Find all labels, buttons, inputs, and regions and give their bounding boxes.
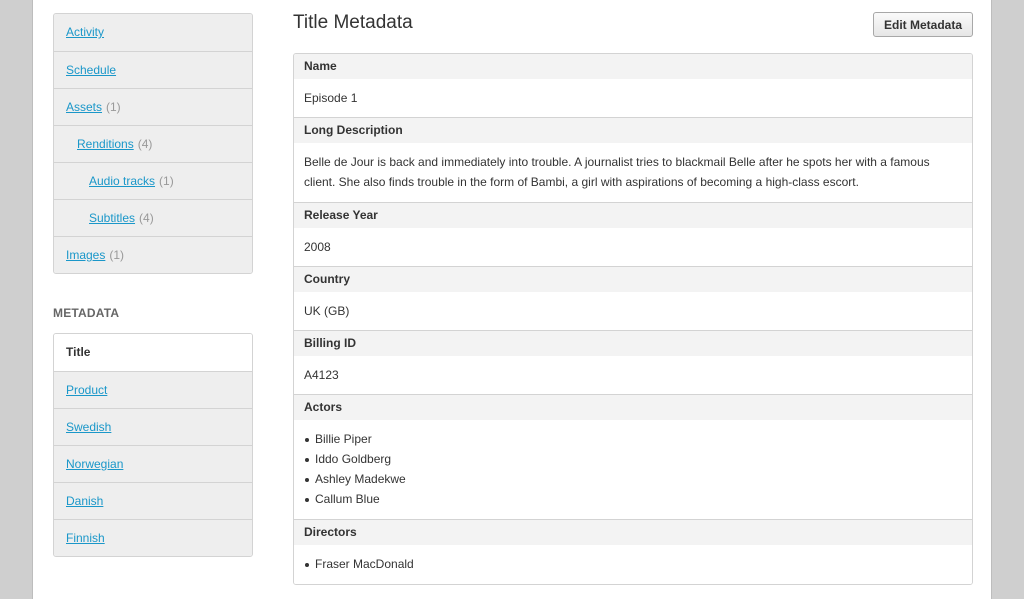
actor-item: Iddo Goldberg: [304, 449, 962, 469]
field-value-long-description: Belle de Jour is back and immediately into trouble. A journalist tries to blackmail Belle after he spots her with a famous client. She also finds trouble in the form of Bambi, a girl with aspirations of becoming a high-class escort.: [294, 143, 972, 203]
field-label-directors: Directors: [294, 520, 972, 545]
field-value-billing-id: A4123: [294, 356, 972, 395]
nav-link-audio-tracks[interactable]: Audio tracks: [89, 174, 156, 188]
metadata-nav: [53, 333, 253, 557]
field-label-long-description: Long Description: [294, 118, 972, 143]
images-count: (1): [109, 248, 125, 262]
renditions-count: (4): [137, 137, 153, 151]
field-label-actors: Actors: [294, 395, 972, 420]
nav-item-audio-tracks[interactable]: [54, 162, 252, 199]
metadata-link-finnish[interactable]: Finnish: [66, 531, 105, 545]
nav-item-images[interactable]: [54, 236, 252, 273]
actors-list: [304, 429, 962, 509]
actor-item: Ashley Madekwe: [304, 469, 962, 489]
page-container: [32, 0, 992, 599]
nav-link-activity[interactable]: Activity: [66, 25, 105, 39]
nav-item-subtitles[interactable]: [54, 199, 252, 236]
nav-link-subtitles[interactable]: Subtitles: [89, 211, 136, 225]
subtitles-count: (4): [139, 211, 154, 225]
edit-metadata-button[interactable]: Edit Metadata: [873, 12, 973, 37]
metadata-link-norwegian[interactable]: Norwegian: [66, 457, 124, 471]
nav-item-assets[interactable]: [54, 88, 252, 125]
metadata-link-product[interactable]: Product: [66, 383, 108, 397]
metadata-item-norwegian[interactable]: [54, 445, 252, 482]
metadata-section-heading: METADATA: [53, 306, 120, 320]
nav-link-renditions[interactable]: Renditions: [77, 137, 134, 151]
metadata-item-title-label: Title: [66, 345, 91, 359]
field-label-release-year: Release Year: [294, 203, 972, 228]
metadata-item-swedish[interactable]: [54, 408, 252, 445]
nav-link-assets[interactable]: Assets: [66, 100, 103, 114]
nav-item-renditions[interactable]: [54, 125, 252, 162]
field-value-actors: [294, 420, 972, 520]
field-value-release-year: 2008: [294, 228, 972, 267]
field-label-billing-id: Billing ID: [294, 331, 972, 356]
metadata-item-danish[interactable]: [54, 482, 252, 519]
director-item: Fraser MacDonald: [304, 554, 962, 574]
field-value-directors: [294, 545, 972, 584]
metadata-item-title: [54, 334, 252, 371]
actor-item: Billie Piper: [304, 429, 962, 449]
directors-list: [304, 554, 962, 574]
metadata-link-danish[interactable]: Danish: [66, 494, 104, 508]
metadata-panel: [293, 53, 973, 585]
nav-link-schedule[interactable]: Schedule: [66, 63, 117, 77]
asset-nav: [53, 13, 253, 274]
actor-item: Callum Blue: [304, 489, 962, 509]
nav-item-activity[interactable]: [54, 14, 252, 51]
audio-tracks-count: (1): [159, 174, 174, 188]
assets-count: (1): [106, 100, 121, 114]
nav-item-schedule[interactable]: [54, 51, 252, 88]
field-value-country: UK (GB): [294, 292, 972, 331]
metadata-item-finnish[interactable]: [54, 519, 252, 556]
field-label-name: Name: [294, 54, 972, 79]
field-value-name: Episode 1: [294, 79, 972, 118]
metadata-link-swedish[interactable]: Swedish: [66, 420, 112, 434]
metadata-item-product[interactable]: [54, 371, 252, 408]
page-title: Title Metadata: [293, 12, 413, 33]
field-label-country: Country: [294, 267, 972, 292]
nav-link-images[interactable]: Images: [66, 248, 106, 262]
